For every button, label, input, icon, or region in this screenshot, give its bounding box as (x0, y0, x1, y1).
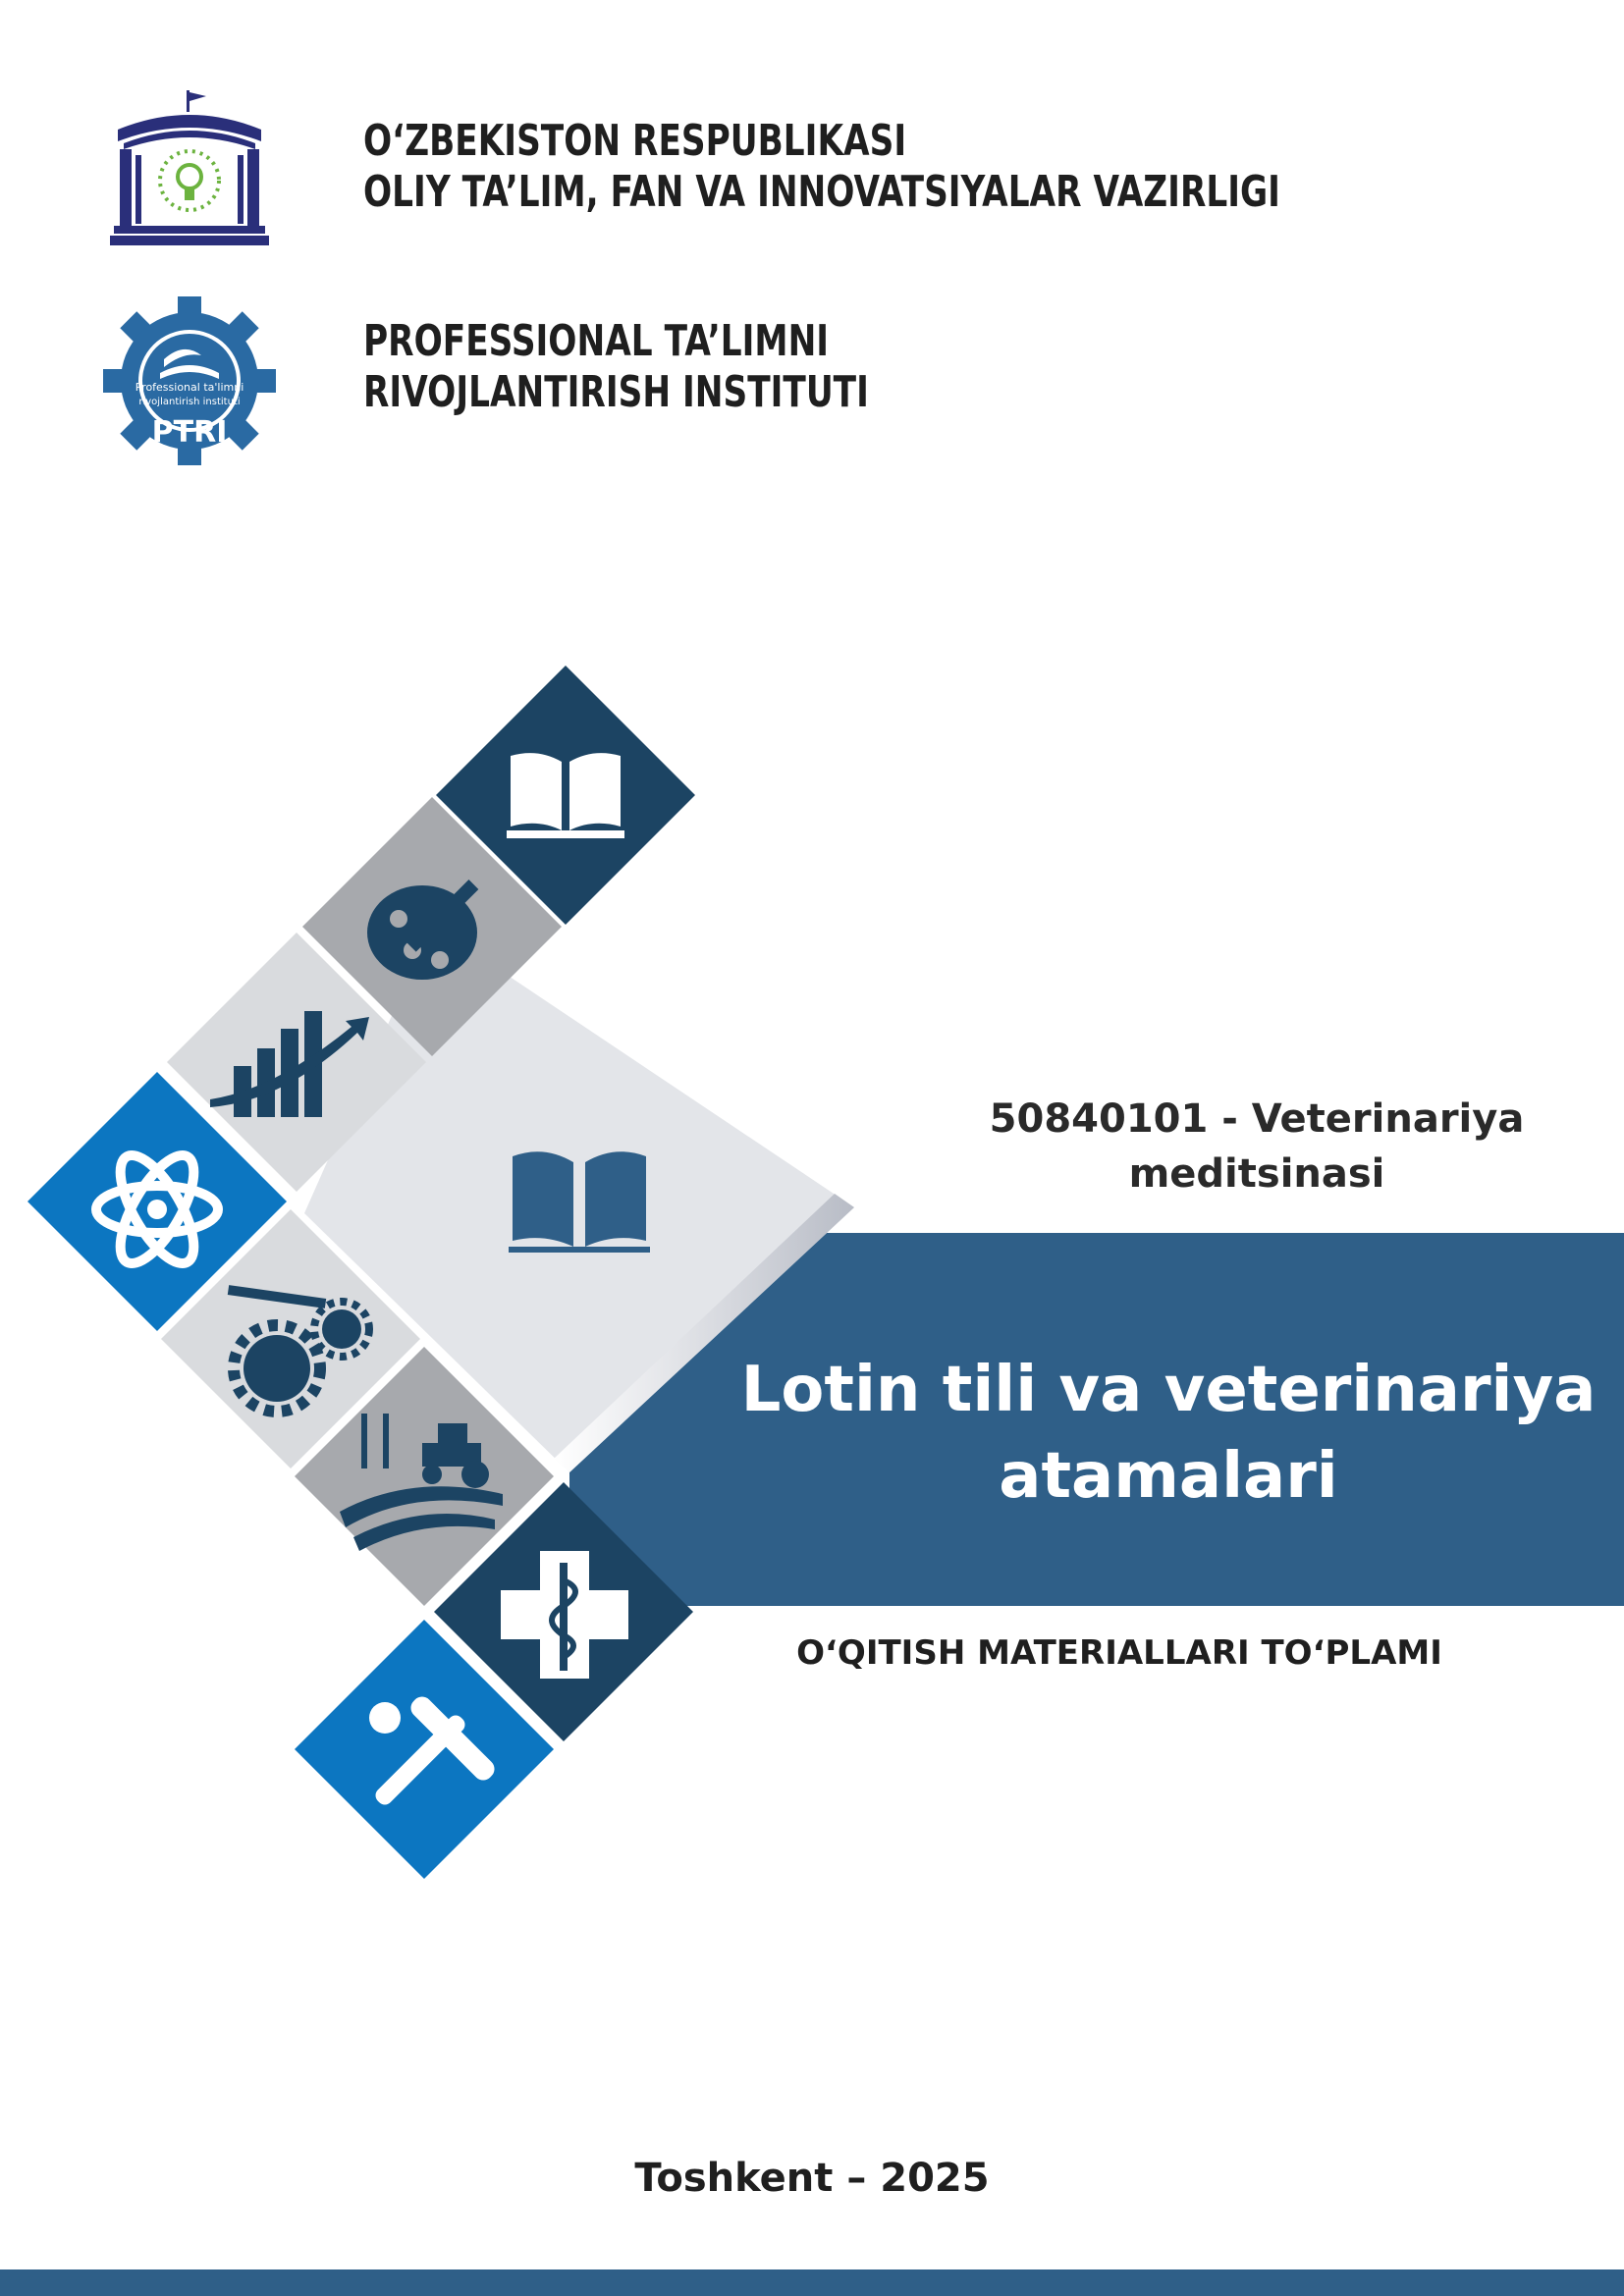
specialty-line-1: 50840101 - Veterinariya (989, 1096, 1525, 1142)
ministry-emblem-icon (110, 90, 269, 247)
book-title-line-2: atamalari (999, 1440, 1338, 1513)
specialty-line-2: meditsinasi (1128, 1151, 1385, 1197)
ministry-heading (363, 116, 1280, 218)
ministry-line-2: OLIY TA’LIM, FAN VA INNOVATSIYALAR VAZIRLIGI (363, 167, 1280, 217)
ptri-acronym: PTRI (151, 415, 228, 450)
gear-emblem-icon (98, 296, 281, 465)
city-year: Toshkent – 2025 (634, 2156, 990, 2201)
ministry-line-1: O‘ZBEKISTON RESPUBLIKASI (363, 116, 907, 166)
institute-line-2: RIVOJLANTIRISH INSTITUTI (363, 367, 869, 417)
book-title (727, 1347, 1610, 1520)
book-title-line-1: Lotin tili va veterinariya (740, 1354, 1597, 1426)
ptri-inner-text-1: Professional ta'limni (135, 381, 244, 394)
tile-mosaic (0, 628, 884, 1904)
specialty-label (913, 1092, 1600, 1201)
bottom-bar (0, 2269, 1624, 2296)
institute-line-1: PROFESSIONAL TA’LIMNI (363, 316, 830, 366)
ptri-inner-text-2: rivojlantirish instituti (138, 397, 241, 407)
institute-heading (363, 316, 869, 418)
book-subtitle: O‘QITISH MATERIALLARI TO‘PLAMI (796, 1633, 1442, 1673)
